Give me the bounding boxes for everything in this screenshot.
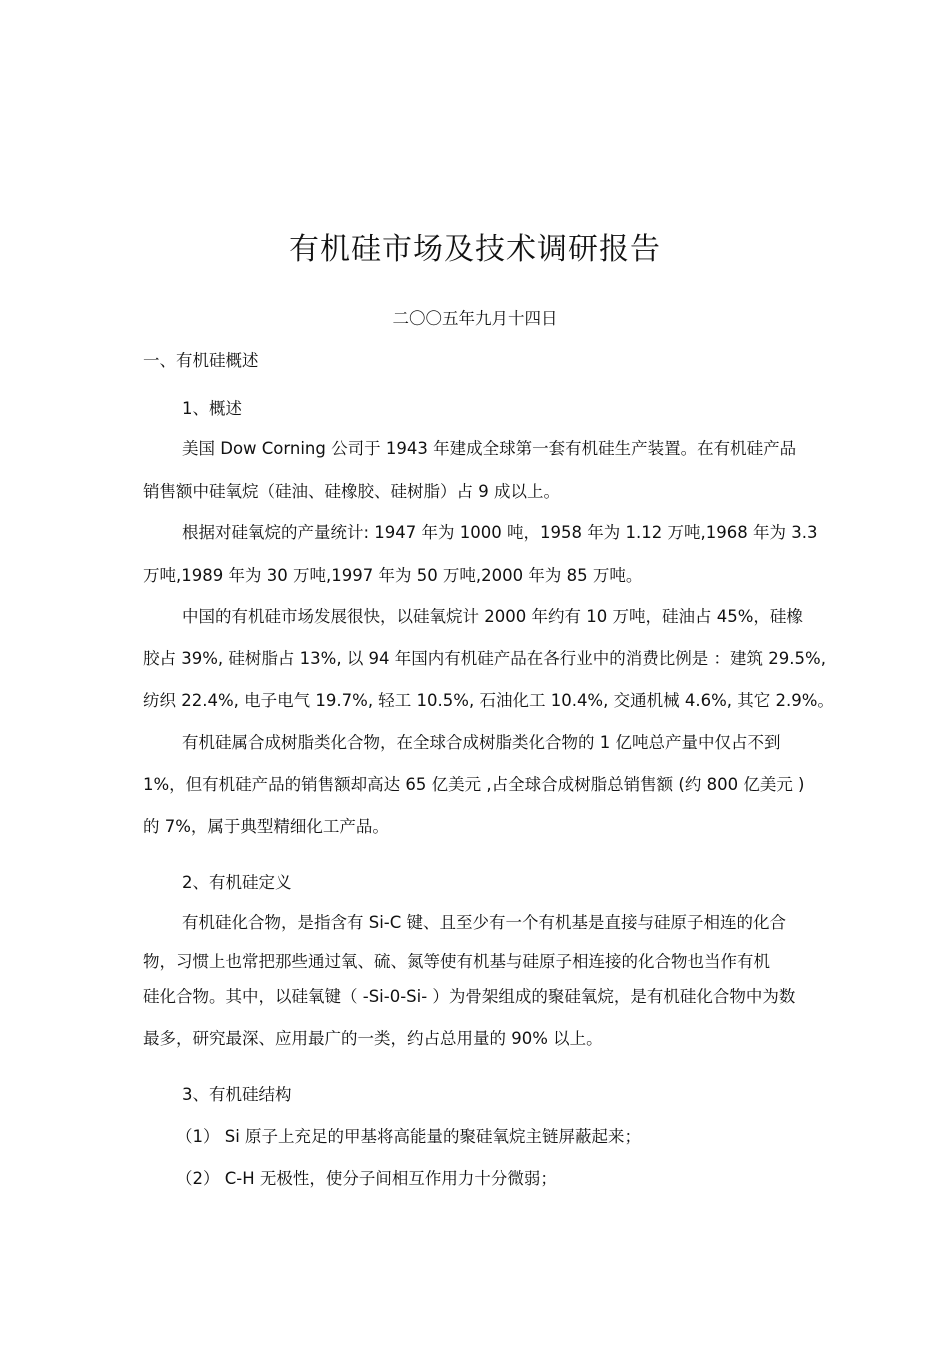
subsection-heading-definition: 2、有机硅定义: [182, 873, 292, 892]
paragraph-line: 有机硅化合物，是指含有 Si-C 键、且至少有一个有机基是直接与硅原子相连的化合: [182, 913, 787, 932]
section-heading-overview: 一、有机硅概述: [143, 351, 259, 370]
paragraph-line: 胶占 39%, 硅树脂占 13%, 以 94 年国内有机硅产品在各行业中的消费比例是 ：建筑 29.5%,: [143, 649, 826, 668]
paragraph-line: 硅化合物。其中，以硅氧键（ -Si-0-Si- ）为骨架组成的聚硅氧烷，是有机硅化合物中为数: [143, 987, 796, 1006]
paragraph-line: 万吨,1989 年为 30 万吨,1997 年为 50 万吨,2000 年为 85 万吨。: [143, 566, 643, 585]
document-title: 有机硅市场及技术调研报告: [289, 232, 661, 267]
subsection-heading-structure: 3、有机硅结构: [182, 1085, 292, 1104]
paragraph-line: 根据对硅氧烷的产量统计: 1947 年为 1000 吨，1958 年为 1.12 万吨,1968 年为 3.3: [182, 523, 818, 542]
list-item: （2） C-H 无极性，使分子间相互作用力十分微弱；: [176, 1169, 557, 1188]
paragraph-line: 1%，但有机硅产品的销售额却高达 65 亿美元 ,占全球合成树脂总销售额 (约 800 亿美元 ): [143, 775, 805, 794]
paragraph-line: 的 7%，属于典型精细化工产品。: [143, 817, 389, 836]
paragraph-line: 中国的有机硅市场发展很快，以硅氧烷计 2000 年约有 10 万吨，硅油占 45%，硅橡: [182, 607, 803, 626]
list-item: （1） Si 原子上充足的甲基将高能量的聚硅氧烷主链屏蔽起来；: [176, 1127, 642, 1146]
paragraph-line: 美国 Dow Corning 公司于 1943 年建成全球第一套有机硅生产装置。在有机硅产品: [182, 439, 797, 458]
document-date: 二〇〇五年九月十四日: [392, 309, 558, 328]
paragraph-line: 纺织 22.4%, 电子电气 19.7%, 轻工 10.5%, 石油化工 10.4%, 交通机械 4.6%, 其它 2.9%。: [143, 691, 834, 710]
paragraph-line: 物，习惯上也常把那些通过氧、硫、氮等使有机基与硅原子相连接的化合物也当作有机: [143, 952, 770, 971]
subsection-heading-overview: 1、概述: [182, 399, 242, 418]
paragraph-line: 有机硅属合成树脂类化合物，在全球合成树脂类化合物的 1 亿吨总产量中仅占不到: [182, 733, 781, 752]
paragraph-line: 销售额中硅氧烷（硅油、硅橡胶、硅树脂）占 9 成以上。: [143, 482, 560, 501]
paragraph-line: 最多，研究最深、应用最广的一类，约占总用量的 90% 以上。: [143, 1029, 603, 1048]
